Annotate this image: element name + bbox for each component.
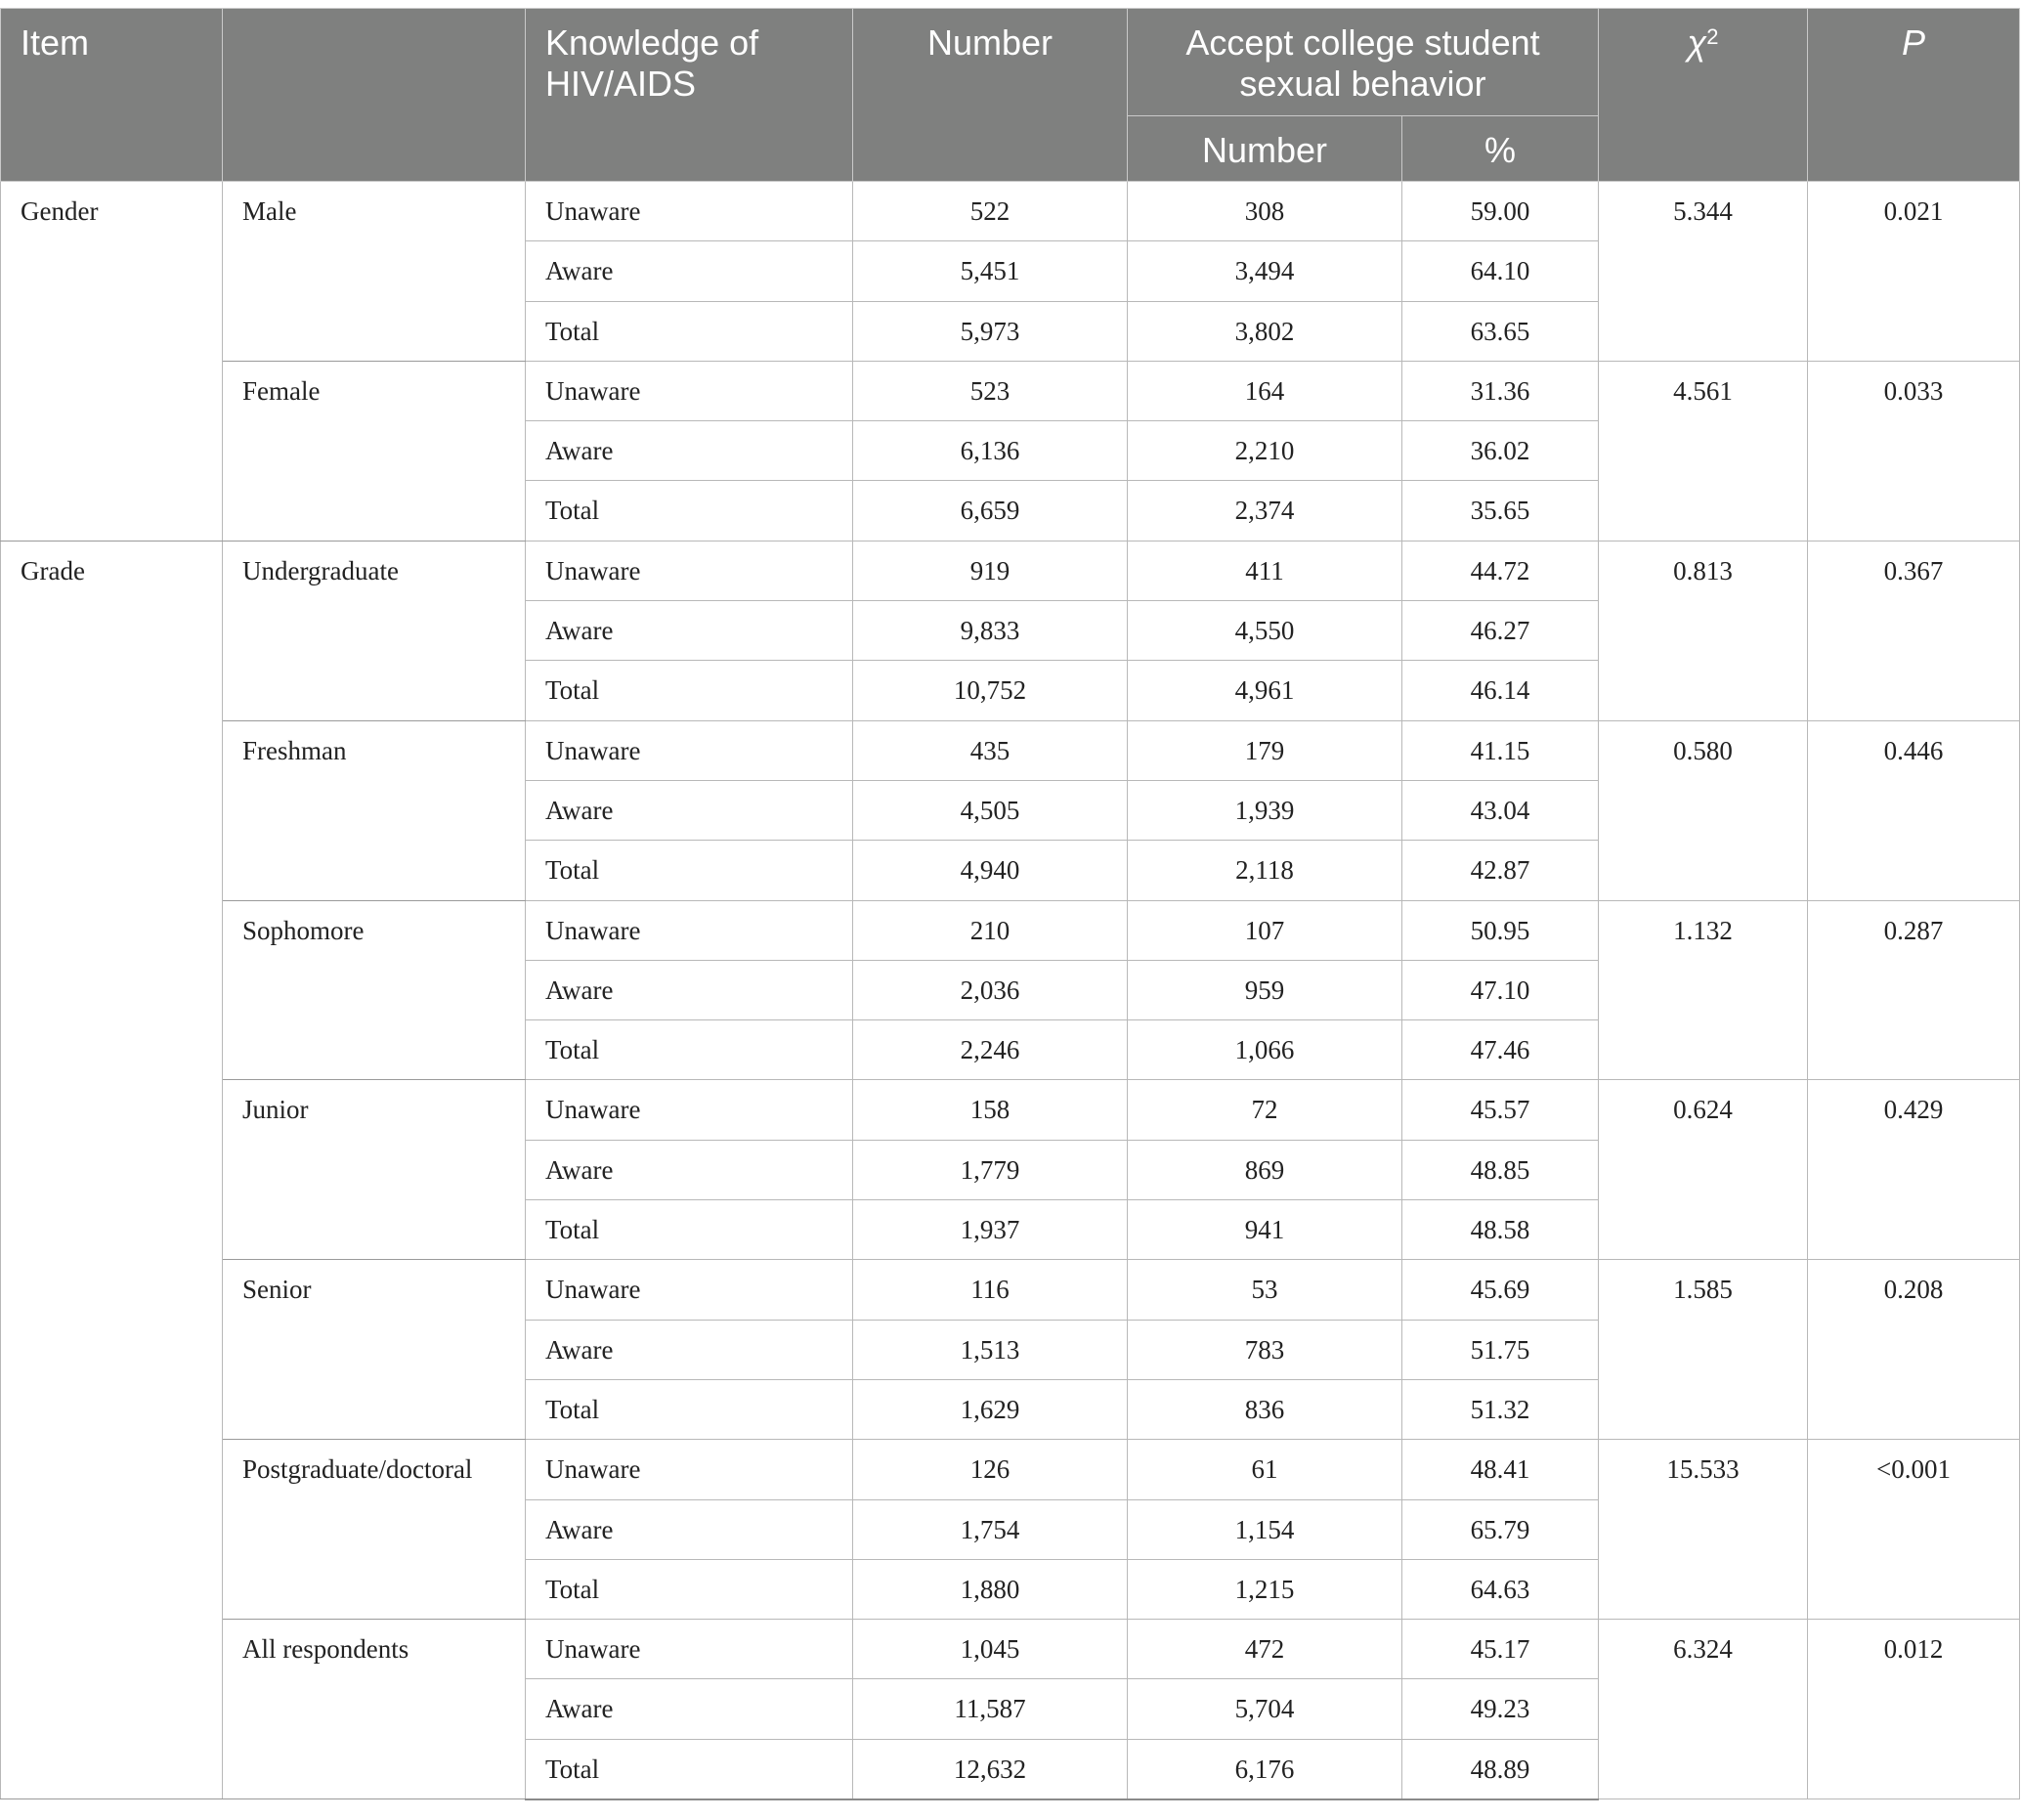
knowledge-cell: Unaware: [526, 1440, 853, 1499]
item-cell: Gender: [1, 182, 223, 542]
p-value-cell: 0.446: [1808, 720, 2020, 900]
accept-percent-cell: 64.63: [1402, 1559, 1599, 1619]
knowledge-cell: Unaware: [526, 900, 853, 960]
header-chi-square: [1599, 9, 1808, 182]
accept-number-cell: 959: [1128, 960, 1402, 1019]
subgroup-cell: Junior: [223, 1080, 526, 1260]
accept-number-cell: 308: [1128, 182, 1402, 241]
knowledge-cell: Aware: [526, 1499, 853, 1559]
knowledge-cell: Unaware: [526, 1260, 853, 1320]
number-cell: 11,587: [853, 1679, 1128, 1739]
number-cell: 12,632: [853, 1739, 1128, 1798]
accept-number-cell: 2,118: [1128, 841, 1402, 900]
number-cell: 1,629: [853, 1379, 1128, 1439]
table-row: [1, 1260, 2020, 1320]
accept-percent-cell: 48.89: [1402, 1739, 1599, 1798]
accept-number-cell: 1,939: [1128, 780, 1402, 840]
accept-number-cell: 2,374: [1128, 481, 1402, 541]
table-row: [1, 1620, 2020, 1679]
number-cell: 1,754: [853, 1499, 1128, 1559]
knowledge-cell: Unaware: [526, 1620, 853, 1679]
number-cell: 158: [853, 1080, 1128, 1140]
knowledge-cell: Aware: [526, 1320, 853, 1379]
accept-number-cell: 164: [1128, 361, 1402, 420]
p-value-cell: 0.287: [1808, 900, 2020, 1080]
p-value-cell: 0.012: [1808, 1620, 2020, 1799]
header-subgroup: [223, 9, 526, 182]
accept-percent-cell: 51.32: [1402, 1379, 1599, 1439]
accept-number-cell: 1,154: [1128, 1499, 1402, 1559]
number-cell: 1,880: [853, 1559, 1128, 1619]
subgroup-cell: Sophomore: [223, 900, 526, 1080]
table-row: [1, 900, 2020, 960]
accept-percent-cell: 49.23: [1402, 1679, 1599, 1739]
accept-number-cell: 6,176: [1128, 1739, 1402, 1798]
subgroup-cell: Postgraduate/doctoral: [223, 1440, 526, 1620]
header-p: P: [1808, 9, 2020, 182]
accept-number-cell: 836: [1128, 1379, 1402, 1439]
chi-square-cell: 6.324: [1599, 1620, 1808, 1799]
number-cell: 4,940: [853, 841, 1128, 900]
accept-percent-cell: 45.17: [1402, 1620, 1599, 1679]
accept-number-cell: 107: [1128, 900, 1402, 960]
number-cell: 523: [853, 361, 1128, 420]
number-cell: 210: [853, 900, 1128, 960]
number-cell: 116: [853, 1260, 1128, 1320]
accept-percent-cell: 41.15: [1402, 720, 1599, 780]
knowledge-cell: Total: [526, 1739, 853, 1798]
header-accept-percent: %: [1402, 116, 1599, 182]
accept-percent-cell: 59.00: [1402, 182, 1599, 241]
chi-square-cell: 4.561: [1599, 361, 1808, 541]
accept-percent-cell: 65.79: [1402, 1499, 1599, 1559]
knowledge-cell: Total: [526, 1379, 853, 1439]
number-cell: 5,973: [853, 301, 1128, 361]
number-cell: 522: [853, 182, 1128, 241]
data-table: [0, 8, 2020, 1800]
number-cell: 1,045: [853, 1620, 1128, 1679]
accept-percent-cell: 51.75: [1402, 1320, 1599, 1379]
accept-number-cell: 411: [1128, 541, 1402, 600]
p-value-cell: 0.021: [1808, 182, 2020, 362]
chi-square-cell: 0.624: [1599, 1080, 1808, 1260]
accept-number-cell: 1,066: [1128, 1020, 1402, 1080]
number-cell: 6,136: [853, 421, 1128, 481]
accept-percent-cell: 45.57: [1402, 1080, 1599, 1140]
accept-percent-cell: 42.87: [1402, 841, 1599, 900]
accept-percent-cell: 63.65: [1402, 301, 1599, 361]
number-cell: 1,937: [853, 1200, 1128, 1260]
chi-square-cell: 15.533: [1599, 1440, 1808, 1620]
accept-percent-cell: 47.10: [1402, 960, 1599, 1019]
accept-percent-cell: 46.27: [1402, 601, 1599, 661]
p-value-cell: 0.208: [1808, 1260, 2020, 1440]
item-cell: Grade: [1, 541, 223, 1798]
accept-percent-cell: 48.58: [1402, 1200, 1599, 1260]
number-cell: 10,752: [853, 661, 1128, 720]
chi-square-cell: 0.813: [1599, 541, 1808, 720]
p-value-cell: 0.429: [1808, 1080, 2020, 1260]
knowledge-cell: Unaware: [526, 541, 853, 600]
accept-percent-cell: 48.41: [1402, 1440, 1599, 1499]
number-cell: 435: [853, 720, 1128, 780]
accept-number-cell: 2,210: [1128, 421, 1402, 481]
accept-number-cell: 783: [1128, 1320, 1402, 1379]
knowledge-cell: Aware: [526, 1679, 853, 1739]
knowledge-cell: Total: [526, 1200, 853, 1260]
header-item: Item: [1, 9, 223, 182]
number-cell: 5,451: [853, 241, 1128, 301]
subgroup-cell: Senior: [223, 1260, 526, 1440]
p-value-cell: <0.001: [1808, 1440, 2020, 1620]
accept-percent-cell: 31.36: [1402, 361, 1599, 420]
knowledge-cell: Total: [526, 1020, 853, 1080]
number-cell: 126: [853, 1440, 1128, 1499]
chi-square-cell: 5.344: [1599, 182, 1808, 362]
knowledge-cell: Unaware: [526, 1080, 853, 1140]
subgroup-cell: Undergraduate: [223, 541, 526, 720]
subgroup-cell: Male: [223, 182, 526, 362]
knowledge-cell: Aware: [526, 421, 853, 481]
knowledge-cell: Aware: [526, 960, 853, 1019]
accept-percent-cell: 47.46: [1402, 1020, 1599, 1080]
accept-percent-cell: 44.72: [1402, 541, 1599, 600]
number-cell: 1,779: [853, 1140, 1128, 1199]
subgroup-cell: Freshman: [223, 720, 526, 900]
knowledge-cell: Total: [526, 481, 853, 541]
table-row: [1, 1440, 2020, 1499]
p-value-cell: 0.367: [1808, 541, 2020, 720]
knowledge-cell: Total: [526, 661, 853, 720]
chi-square-cell: 1.132: [1599, 900, 1808, 1080]
table-body: [1, 182, 2020, 1799]
accept-number-cell: 5,704: [1128, 1679, 1402, 1739]
accept-percent-cell: 35.65: [1402, 481, 1599, 541]
header-knowledge: Knowledge of HIV/AIDS: [526, 9, 853, 182]
accept-number-cell: 4,961: [1128, 661, 1402, 720]
table-row: [1, 1080, 2020, 1140]
knowledge-cell: Aware: [526, 780, 853, 840]
knowledge-cell: Unaware: [526, 361, 853, 420]
header-row: [1, 9, 2020, 116]
chi-superscript: 2: [1706, 24, 1719, 49]
chi-square-cell: 0.580: [1599, 720, 1808, 900]
number-cell: 2,246: [853, 1020, 1128, 1080]
number-cell: 1,513: [853, 1320, 1128, 1379]
header-number: Number: [853, 9, 1128, 182]
chi-symbol: χ: [1687, 22, 1707, 63]
accept-percent-cell: 46.14: [1402, 661, 1599, 720]
table-row: [1, 361, 2020, 420]
accept-number-cell: 3,494: [1128, 241, 1402, 301]
accept-number-cell: 941: [1128, 1200, 1402, 1260]
knowledge-cell: Total: [526, 301, 853, 361]
accept-number-cell: 472: [1128, 1620, 1402, 1679]
knowledge-cell: Unaware: [526, 720, 853, 780]
accept-number-cell: 53: [1128, 1260, 1402, 1320]
table-row: [1, 720, 2020, 780]
number-cell: 4,505: [853, 780, 1128, 840]
table-row: [1, 541, 2020, 600]
knowledge-cell: Total: [526, 1559, 853, 1619]
accept-percent-cell: 64.10: [1402, 241, 1599, 301]
number-cell: 2,036: [853, 960, 1128, 1019]
number-cell: 919: [853, 541, 1128, 600]
accept-number-cell: 3,802: [1128, 301, 1402, 361]
accept-percent-cell: 43.04: [1402, 780, 1599, 840]
accept-number-cell: 1,215: [1128, 1559, 1402, 1619]
accept-number-cell: 61: [1128, 1440, 1402, 1499]
p-value-cell: 0.033: [1808, 361, 2020, 541]
accept-number-cell: 72: [1128, 1080, 1402, 1140]
header-accept-group: Accept college student sexual behavior: [1128, 9, 1599, 116]
accept-percent-cell: 36.02: [1402, 421, 1599, 481]
knowledge-cell: Aware: [526, 241, 853, 301]
accept-percent-cell: 50.95: [1402, 900, 1599, 960]
accept-number-cell: 179: [1128, 720, 1402, 780]
accept-number-cell: 4,550: [1128, 601, 1402, 661]
number-cell: 6,659: [853, 481, 1128, 541]
knowledge-cell: Aware: [526, 1140, 853, 1199]
number-cell: 9,833: [853, 601, 1128, 661]
accept-percent-cell: 45.69: [1402, 1260, 1599, 1320]
header-accept-number: Number: [1128, 116, 1402, 182]
accept-percent-cell: 48.85: [1402, 1140, 1599, 1199]
knowledge-cell: Total: [526, 841, 853, 900]
chi-square-cell: 1.585: [1599, 1260, 1808, 1440]
subgroup-cell: All respondents: [223, 1620, 526, 1799]
accept-number-cell: 869: [1128, 1140, 1402, 1199]
table-header: [1, 9, 2020, 182]
subgroup-cell: Female: [223, 361, 526, 541]
knowledge-cell: Unaware: [526, 182, 853, 241]
knowledge-cell: Aware: [526, 601, 853, 661]
table-row: [1, 182, 2020, 241]
